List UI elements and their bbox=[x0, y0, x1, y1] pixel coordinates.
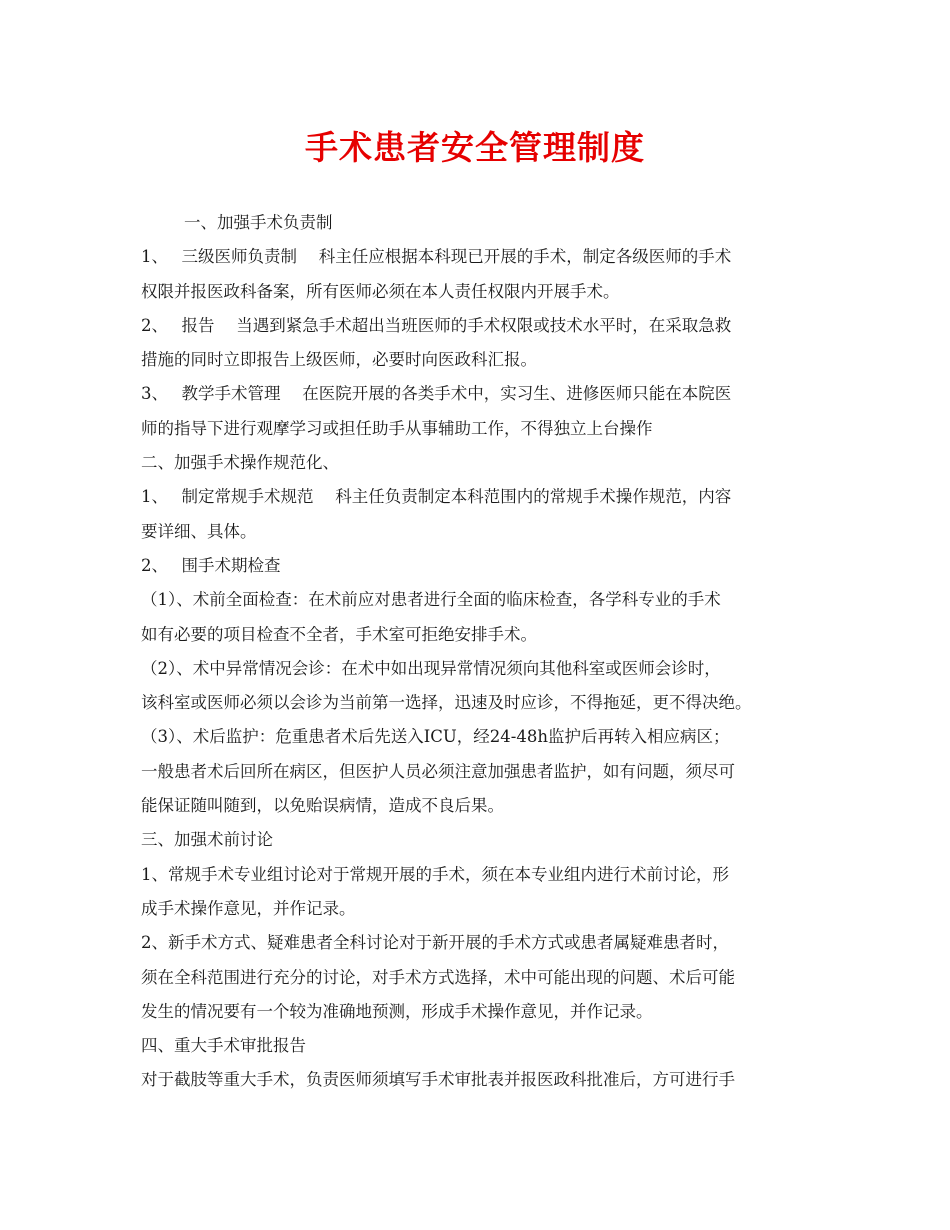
paragraph-line: 能保证随叫随到，以免贻误病情，造成不良后果。 bbox=[141, 796, 504, 816]
paragraph-line: （3）、术后监护：危重患者术后先送入ICU，经24-48h监护后再转入相应病区； bbox=[141, 727, 730, 747]
paragraph-line: 师的指导下进行观摩学习或担任助手从事辅助工作，不得独立上台操作 bbox=[141, 418, 653, 438]
paragraph-line: 1、 制定常规手术规范 科主任负责制定本科范围内的常规手术操作规范，内容 bbox=[141, 487, 732, 507]
paragraph-line: 一般患者术后回所在病区，但医护人员必须注意加强患者监护，如有问题，须尽可 bbox=[141, 761, 735, 781]
paragraph-line: 如有必要的项目检查不全者，手术室可拒绝安排手术。 bbox=[141, 624, 537, 644]
section-heading: 三、加强术前讨论 bbox=[141, 830, 273, 850]
paragraph-line: （2）、术中异常情况会诊：在术中如出现异常情况须向其他科室或医师会诊时， bbox=[141, 658, 721, 678]
paragraph-line: 3、 教学手术管理 在医院开展的各类手术中，实习生、进修医师只能在本院医 bbox=[141, 384, 732, 404]
paragraph-line: 1、常规手术专业组讨论对于常规开展的手术，须在本专业组内进行术前讨论，形 bbox=[141, 864, 729, 884]
document-title: 手术患者安全管理制度 bbox=[305, 128, 645, 167]
section-heading: 四、重大手术审批报告 bbox=[141, 1036, 306, 1056]
paragraph-line: 2、新手术方式、疑难患者全科讨论对于新开展的手术方式或患者属疑难患者时， bbox=[141, 933, 729, 953]
document-body bbox=[141, 206, 831, 1098]
paragraph-line: 成手术操作意见，并作记录。 bbox=[141, 898, 356, 918]
paragraph-line: 2、 报告 当遇到紧急手术超出当班医师的手术权限或技术水平时，在采取急救 bbox=[141, 315, 732, 335]
paragraph-line: 对于截肢等重大手术，负责医师须填写手术审批表并报医政科批准后，方可进行手 bbox=[141, 1070, 735, 1090]
paragraph-line: （1）、术前全面检查：在术前应对患者进行全面的临床检查，各学科专业的手术 bbox=[141, 590, 721, 610]
paragraph-line: 要详细、具体。 bbox=[141, 521, 257, 541]
section-heading: 二、加强手术操作规范化、 bbox=[141, 453, 339, 473]
paragraph-line: 1、 三级医师负责制 科主任应根据本科现已开展的手术，制定各级医师的手术 bbox=[141, 247, 732, 267]
paragraph-line: 该科室或医师必须以会诊为当前第一选择，迅速及时应诊，不得拖延，更不得决绝。 bbox=[141, 693, 752, 713]
paragraph-line: 2、 围手术期检查 bbox=[141, 555, 281, 575]
section-heading: 一、加强手术负责制 bbox=[184, 213, 333, 232]
paragraph-line: 措施的同时立即报告上级医师，必要时向医政科汇报。 bbox=[141, 350, 537, 370]
paragraph-line: 发生的情况要有一个较为准确地预测，形成手术操作意见，并作记录。 bbox=[141, 1001, 653, 1021]
paragraph-line: 权限并报医政科备案，所有医师必须在本人责任权限内开展手术。 bbox=[141, 281, 620, 301]
paragraph-line: 须在全科范围进行充分的讨论，对手术方式选择，术中可能出现的问题、术后可能 bbox=[141, 967, 735, 987]
